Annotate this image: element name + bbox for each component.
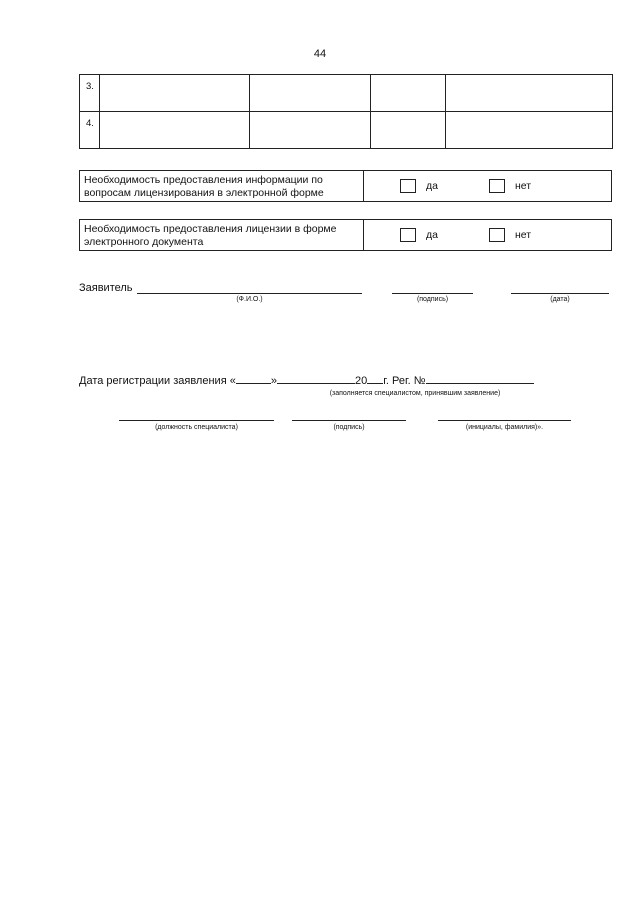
initials-caption: (инициалы, фамилия)». (465, 424, 544, 431)
checkbox-no[interactable] (489, 228, 505, 242)
option-no[interactable] (489, 179, 531, 193)
row-number: 4. (80, 112, 100, 149)
checkbox-no[interactable] (489, 179, 505, 193)
position-caption: (должность специалиста) (155, 424, 238, 431)
table-cell[interactable] (250, 112, 371, 149)
table-row (80, 112, 613, 149)
registration-day-field[interactable] (236, 373, 271, 384)
table-cell[interactable] (100, 75, 250, 112)
option-yes[interactable] (400, 228, 438, 242)
no-label: нет (515, 229, 532, 241)
signature-caption: (подпись) (416, 296, 449, 303)
checkbox-yes[interactable] (400, 228, 416, 242)
registration-note: (заполняется специалистом, принявшим заявление) (329, 390, 501, 397)
applicant-fio-field[interactable] (137, 293, 362, 294)
yes-label: да (426, 229, 438, 241)
table-cell[interactable] (446, 112, 613, 149)
table-row (80, 75, 613, 112)
fio-caption: (Ф.И.О.) (236, 296, 263, 303)
data-table (79, 74, 613, 149)
specialist-position-field[interactable] (119, 420, 274, 421)
option-label: Необходимость предоставления лицензии в форме электронного документа (80, 220, 364, 250)
row-number: 3. (80, 75, 100, 112)
no-label: нет (515, 180, 532, 192)
specialist-signature-field[interactable] (292, 420, 406, 421)
specialist-signature-caption: (подпись) (333, 424, 365, 431)
page-number: 44 (313, 48, 327, 60)
table-cell[interactable] (250, 75, 371, 112)
registration-year-field[interactable] (367, 373, 383, 384)
option-electronic-license (79, 219, 612, 251)
applicant-date-field[interactable] (511, 293, 609, 294)
registration-year-prefix: 20 (354, 375, 368, 387)
option-electronic-info (79, 170, 612, 202)
registration-number-label: Рег. № (392, 375, 426, 387)
applicant-label: Заявитель (79, 282, 133, 294)
table-cell[interactable] (100, 112, 250, 149)
registration-quote-close: » (270, 375, 277, 387)
registration-number-field[interactable] (426, 373, 534, 384)
table-cell[interactable] (371, 75, 446, 112)
registration-month-field[interactable] (277, 373, 355, 384)
checkbox-yes[interactable] (400, 179, 416, 193)
registration-line (79, 373, 534, 387)
option-label: Необходимость предоставления информации по вопросам лицензирования в электронной форме (80, 171, 364, 201)
applicant-signature-field[interactable] (392, 293, 473, 294)
option-yes[interactable] (400, 179, 438, 193)
registration-label: Дата регистрации заявления « (79, 375, 236, 387)
specialist-initials-field[interactable] (438, 420, 571, 421)
option-no[interactable] (489, 228, 531, 242)
date-caption: (дата) (550, 296, 570, 303)
registration-year-suffix: г. (383, 375, 389, 387)
yes-label: да (426, 180, 438, 192)
table-cell[interactable] (371, 112, 446, 149)
table-cell[interactable] (446, 75, 613, 112)
